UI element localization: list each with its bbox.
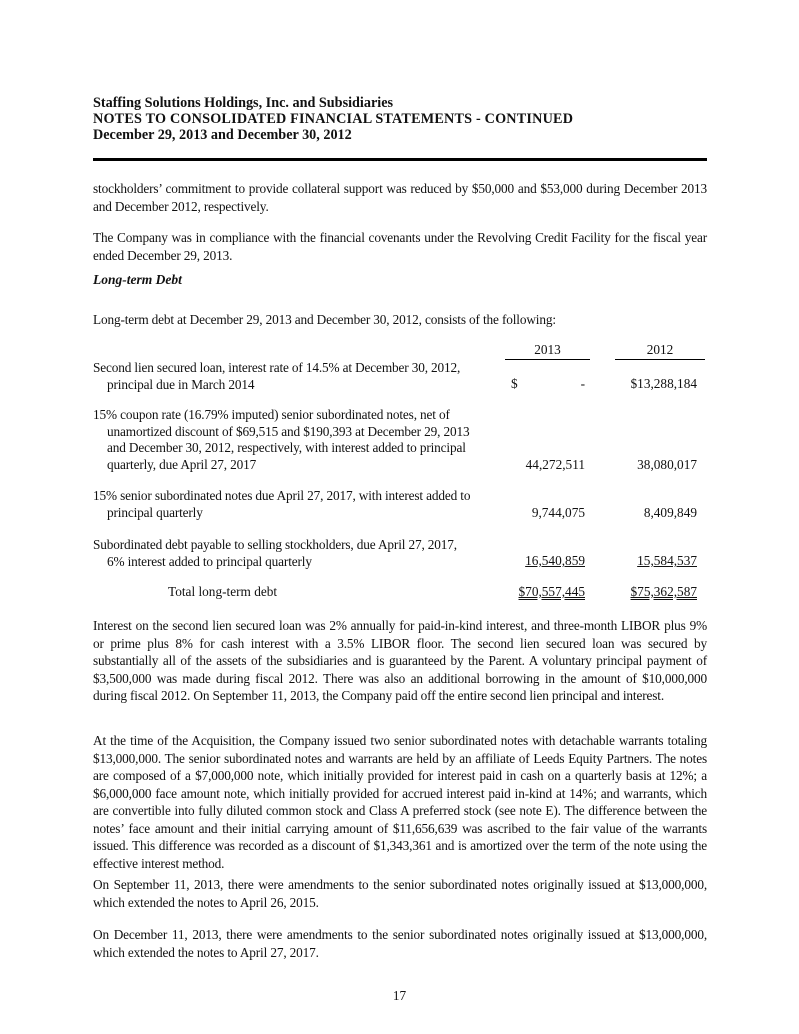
table-total-label: Total long-term debt — [168, 584, 278, 599]
column-header-2013: 2013 — [534, 342, 561, 357]
paragraph-table-intro: Long-term debt at December 29, 2013 and December 30, 2012, consists of the following: — [93, 312, 556, 327]
table-total-2012: $75,362,587 — [630, 584, 697, 599]
table-row-label: Subordinated debt payable to selling stockholders, due April 27, 2017, 6% interest added to principal quarterly — [93, 537, 457, 569]
table-cell-2012: 15,584,537 — [637, 553, 697, 568]
paragraph-collateral: stockholders’ commitment to provide collateral support was reduced by $50,000 and $53,000 during December 2013 and December 2012, respectively. — [93, 181, 707, 214]
column-rule-2013 — [505, 359, 590, 360]
table-row-label: 15% senior subordinated notes due April 27, 2017, with interest added to principal quarterly — [93, 488, 471, 520]
column-header-2012: 2012 — [646, 342, 674, 357]
column-rule-2012 — [615, 359, 705, 360]
table-row-label: Second lien secured loan, interest rate of 14.5% at December 30, 2012, principal due in March 2014 — [93, 360, 461, 392]
paragraph-december-amendment: On December 11, 2013, there were amendments to the senior subordinated notes originally issued at $13,000,000, which extended the notes to April 27, 2017. — [93, 927, 707, 960]
table-cell-2013: 9,744,075 — [531, 505, 585, 520]
page-number: 17 — [392, 988, 407, 1003]
paragraph-september-amendment: On September 11, 2013, there were amendments to the senior subordinated notes originally issued at $13,000,000, which extended the notes to April 26, 2015. — [93, 877, 707, 910]
document-title: NOTES TO CONSOLIDATED FINANCIAL STATEMENTS - CONTINUED — [93, 111, 574, 127]
table-cell-2012: 38,080,017 — [637, 457, 697, 472]
table-cell-2013: 16,540,859 — [525, 553, 585, 568]
table-cell-2013: - — [580, 376, 585, 391]
paragraph-second-lien: Interest on the second lien secured loan was 2% annually for paid-in-kind interest, and three-month LIBOR plus 9% or prime plus 8% for cash interest with a 3.5% LIBOR floor. The second lien secured loan was secured by substantially all of the assets of the subsidiaries and is guaranteed by the Parent. A voluntary principal payment of $3,500,000 was made during fiscal 2012. There was also an additional borrowing in the amount of $10,000,000 during fiscal 2012. On September 11, 2013, the Company paid off the entire second lien principal and interest. — [93, 618, 707, 703]
table-cell-dollar-sign: $ — [511, 376, 518, 391]
company-name: Staffing Solutions Holdings, Inc. and Subsidiaries — [93, 95, 394, 111]
table-cell-2012: 8,409,849 — [643, 505, 697, 520]
table-row-label: 15% coupon rate (16.79% imputed) senior subordinated notes, net of unamortized discount of $69,515 and $190,393 at December 29, 2013 and December 30, 2012, respectively, with interest added to principal quarterly, due April 27, 2017 — [93, 407, 470, 472]
statement-dates: December 29, 2013 and December 30, 2012 — [93, 127, 352, 143]
table-total-2013: $70,557,445 — [518, 584, 585, 599]
table-cell-2013: 44,272,511 — [525, 457, 585, 472]
header-rule — [93, 158, 707, 161]
section-heading: Long-term Debt — [93, 272, 182, 287]
paragraph-covenants: The Company was in compliance with the financial covenants under the Revolving Credit Facility for the fiscal year ended December 29, 2013. — [93, 230, 707, 263]
table-cell-2012: $13,288,184 — [630, 376, 697, 391]
paragraph-acquisition-notes: At the time of the Acquisition, the Company issued two senior subordinated notes with detachable warrants totaling $13,000,000. The senior subordinated notes and warrants are held by an affiliate of Leeds Equity Partners. The notes are composed of a $7,000,000 note, which initially provided for interest paid in cash on a quarterly basis at 12%; a $6,000,000 face amount note, which initially provided for accrued interest paid in-kind at 14%; and warrants, which are convertible into fully diluted common stock and Class A preferred stock (see note E). The difference between the notes’ face amount and their initial carrying amount of $11,656,639 was ascribed to the fair value of the warrants issued. This difference was recorded as a discount of $1,343,361 and is amortized over the term of the note using the effective interest method. — [93, 733, 707, 871]
